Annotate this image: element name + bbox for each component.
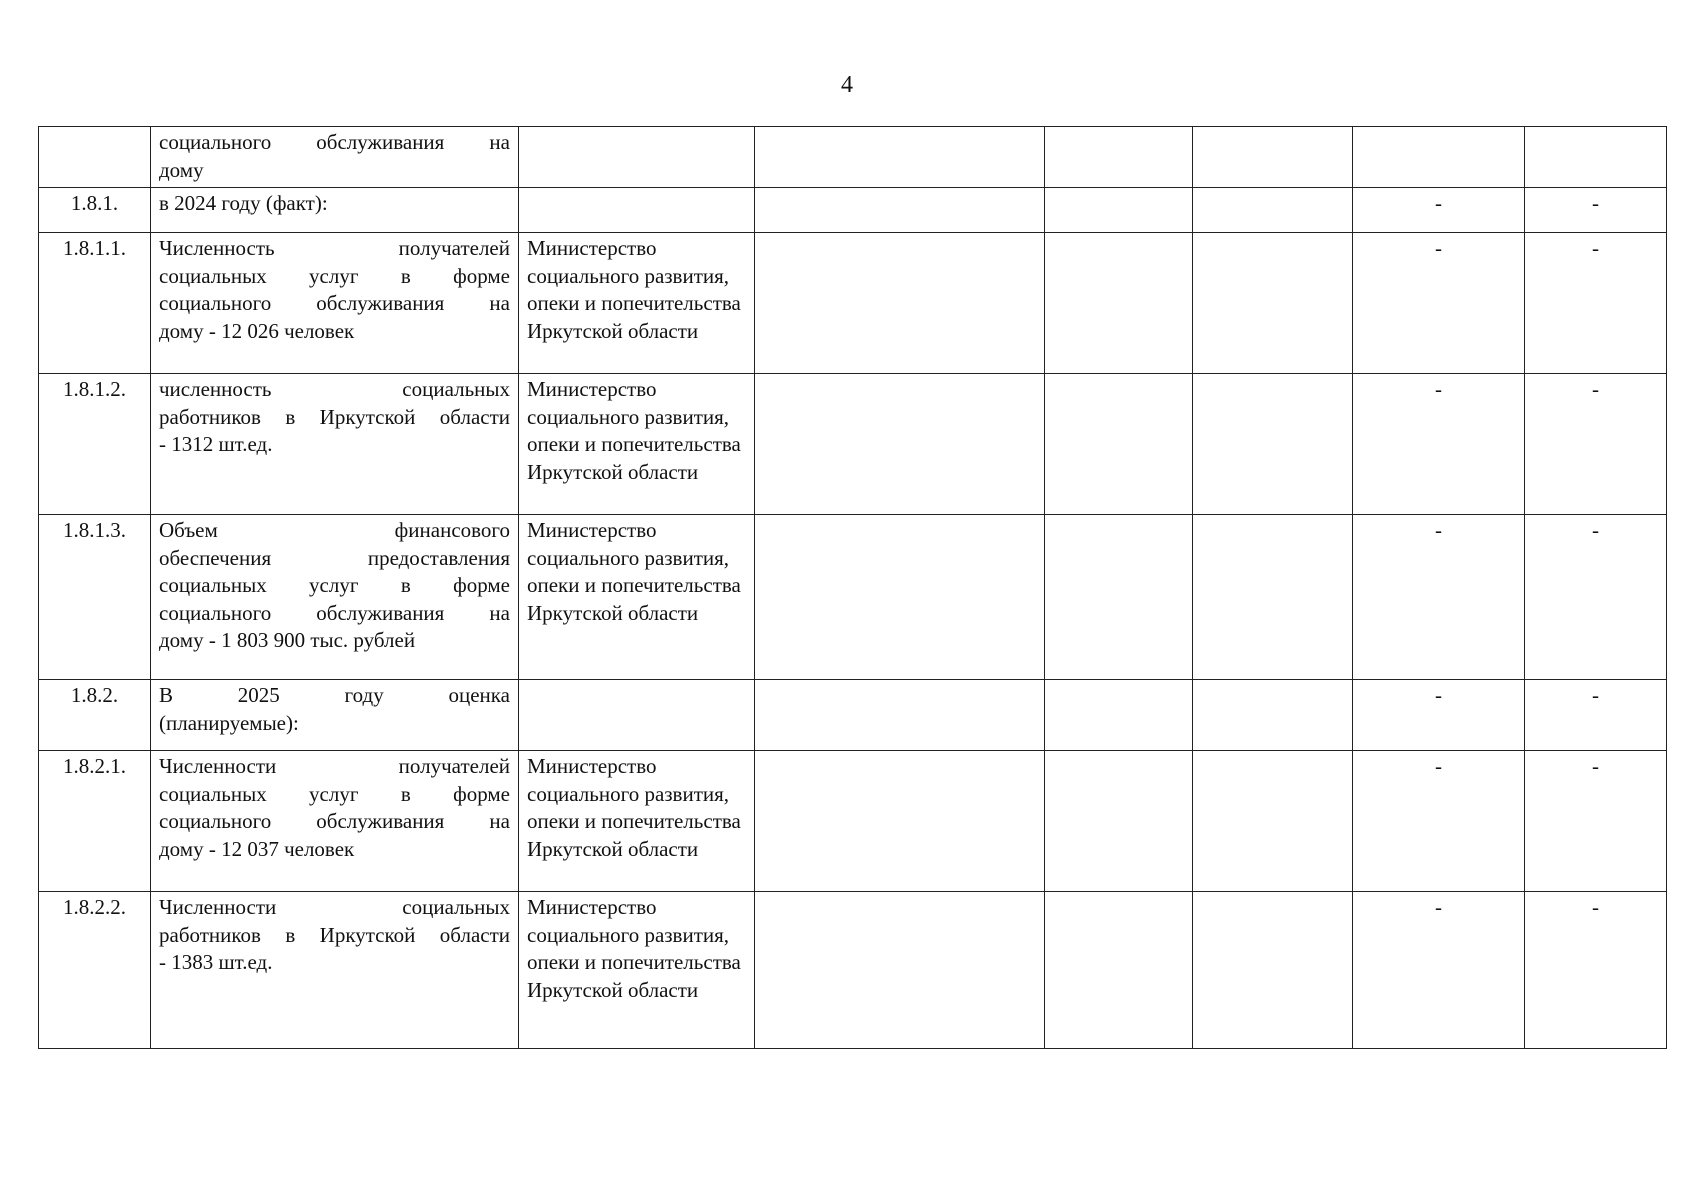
- table-row: [39, 374, 1667, 515]
- responsible-agency: Министерство социального развития, опеки и попечительства Иркутской области: [519, 515, 755, 680]
- col-6-cell: [1193, 680, 1353, 751]
- item-number: 1.8.1.: [39, 188, 151, 233]
- col-7-cell: -: [1353, 233, 1525, 374]
- item-number: [39, 127, 151, 188]
- table-row: [39, 680, 1667, 751]
- item-number: 1.8.1.1.: [39, 233, 151, 374]
- description-line: социального обслуживания на: [159, 291, 510, 315]
- description-line: социальных услуг в форме: [159, 781, 510, 806]
- table-body: [39, 127, 1667, 1049]
- col-5-cell: [1045, 751, 1193, 892]
- col-7-cell: -: [1353, 515, 1525, 680]
- col-8-cell: -: [1525, 233, 1667, 374]
- col-5-cell: [1045, 515, 1193, 680]
- description-line: численность социальных: [159, 377, 510, 401]
- col-7-cell: -: [1353, 751, 1525, 892]
- col-8-cell: -: [1525, 515, 1667, 680]
- description-line: дому - 1 803 900 тыс. рублей: [159, 628, 416, 652]
- col-6-cell: [1193, 233, 1353, 374]
- col-5-cell: [1045, 188, 1193, 233]
- description-line: социальных услуг в форме: [159, 263, 510, 288]
- description-line: в 2024 году (факт):: [159, 191, 328, 215]
- description-line: социального обслуживания на: [159, 809, 510, 833]
- col-4-cell: [755, 515, 1045, 680]
- description-line: социальных услуг в форме: [159, 573, 510, 597]
- description-line: социального обслуживания на: [159, 130, 510, 154]
- table-row: [39, 188, 1667, 233]
- col-7-cell: -: [1353, 680, 1525, 751]
- col-4-cell: [755, 680, 1045, 751]
- description-line: работников в Иркутской области: [159, 922, 510, 947]
- responsible-agency: [519, 188, 755, 233]
- table-row: [39, 127, 1667, 188]
- responsible-agency: [519, 127, 755, 188]
- col-5-cell: [1045, 892, 1193, 1049]
- description-line: Численности социальных: [159, 895, 510, 919]
- col-4-cell: [755, 892, 1045, 1049]
- description-line: (планируемые):: [159, 710, 299, 735]
- col-6-cell: [1193, 515, 1353, 680]
- item-number: 1.8.1.2.: [39, 374, 151, 515]
- item-number: 1.8.2.1.: [39, 751, 151, 892]
- col-6-cell: [1193, 188, 1353, 233]
- col-6-cell: [1193, 892, 1353, 1049]
- item-description: [151, 374, 519, 515]
- item-description: [151, 188, 519, 233]
- col-5-cell: [1045, 233, 1193, 374]
- col-8-cell: [1525, 127, 1667, 188]
- description-line: В 2025 году оценка: [159, 683, 510, 707]
- col-6-cell: [1193, 751, 1353, 892]
- item-number: 1.8.2.: [39, 680, 151, 751]
- description-line: работников в Иркутской области: [159, 404, 510, 429]
- col-4-cell: [755, 233, 1045, 374]
- table-row: [39, 892, 1667, 1049]
- description-line: социального обслуживания на: [159, 600, 510, 625]
- page-number: 4: [841, 72, 853, 98]
- item-number: 1.8.1.3.: [39, 515, 151, 680]
- item-description: [151, 233, 519, 374]
- item-description: [151, 680, 519, 751]
- description-line: Численность получателей: [159, 236, 510, 260]
- col-8-cell: -: [1525, 374, 1667, 515]
- description-line: дому - 12 037 человек: [159, 836, 355, 861]
- col-5-cell: [1045, 680, 1193, 751]
- col-4-cell: [755, 188, 1045, 233]
- description-line: обеспечения предоставления: [159, 545, 510, 570]
- description-line: - 1383 шт.ед.: [159, 950, 273, 974]
- table-row: [39, 233, 1667, 374]
- col-7-cell: -: [1353, 892, 1525, 1049]
- col-7-cell: -: [1353, 374, 1525, 515]
- col-4-cell: [755, 751, 1045, 892]
- col-7-cell: [1353, 127, 1525, 188]
- col-5-cell: [1045, 374, 1193, 515]
- item-description: [151, 515, 519, 680]
- description-line: Численности получателей: [159, 754, 510, 778]
- table-row: [39, 515, 1667, 680]
- responsible-agency: Министерство социального развития, опеки и попечительства Иркутской области: [519, 374, 755, 515]
- description-line: дому - 12 026 человек: [159, 318, 355, 343]
- col-4-cell: [755, 374, 1045, 515]
- col-7-cell: -: [1353, 188, 1525, 233]
- item-description: [151, 751, 519, 892]
- description-line: Объем финансового: [159, 518, 510, 542]
- responsible-agency: Министерство социального развития, опеки и попечительства Иркутской области: [519, 233, 755, 374]
- responsible-agency: [519, 680, 755, 751]
- item-description: [151, 892, 519, 1049]
- col-8-cell: -: [1525, 751, 1667, 892]
- plan-table: [38, 126, 1667, 1049]
- item-description: [151, 127, 519, 188]
- col-4-cell: [755, 127, 1045, 188]
- table-row: [39, 751, 1667, 892]
- col-5-cell: [1045, 127, 1193, 188]
- col-6-cell: [1193, 374, 1353, 515]
- col-8-cell: -: [1525, 188, 1667, 233]
- col-8-cell: -: [1525, 892, 1667, 1049]
- responsible-agency: Министерство социального развития, опеки и попечительства Иркутской области: [519, 751, 755, 892]
- col-6-cell: [1193, 127, 1353, 188]
- description-line: дому: [159, 157, 204, 182]
- responsible-agency: Министерство социального развития, опеки и попечительства Иркутской области: [519, 892, 755, 1049]
- description-line: - 1312 шт.ед.: [159, 432, 273, 456]
- item-number: 1.8.2.2.: [39, 892, 151, 1049]
- col-8-cell: -: [1525, 680, 1667, 751]
